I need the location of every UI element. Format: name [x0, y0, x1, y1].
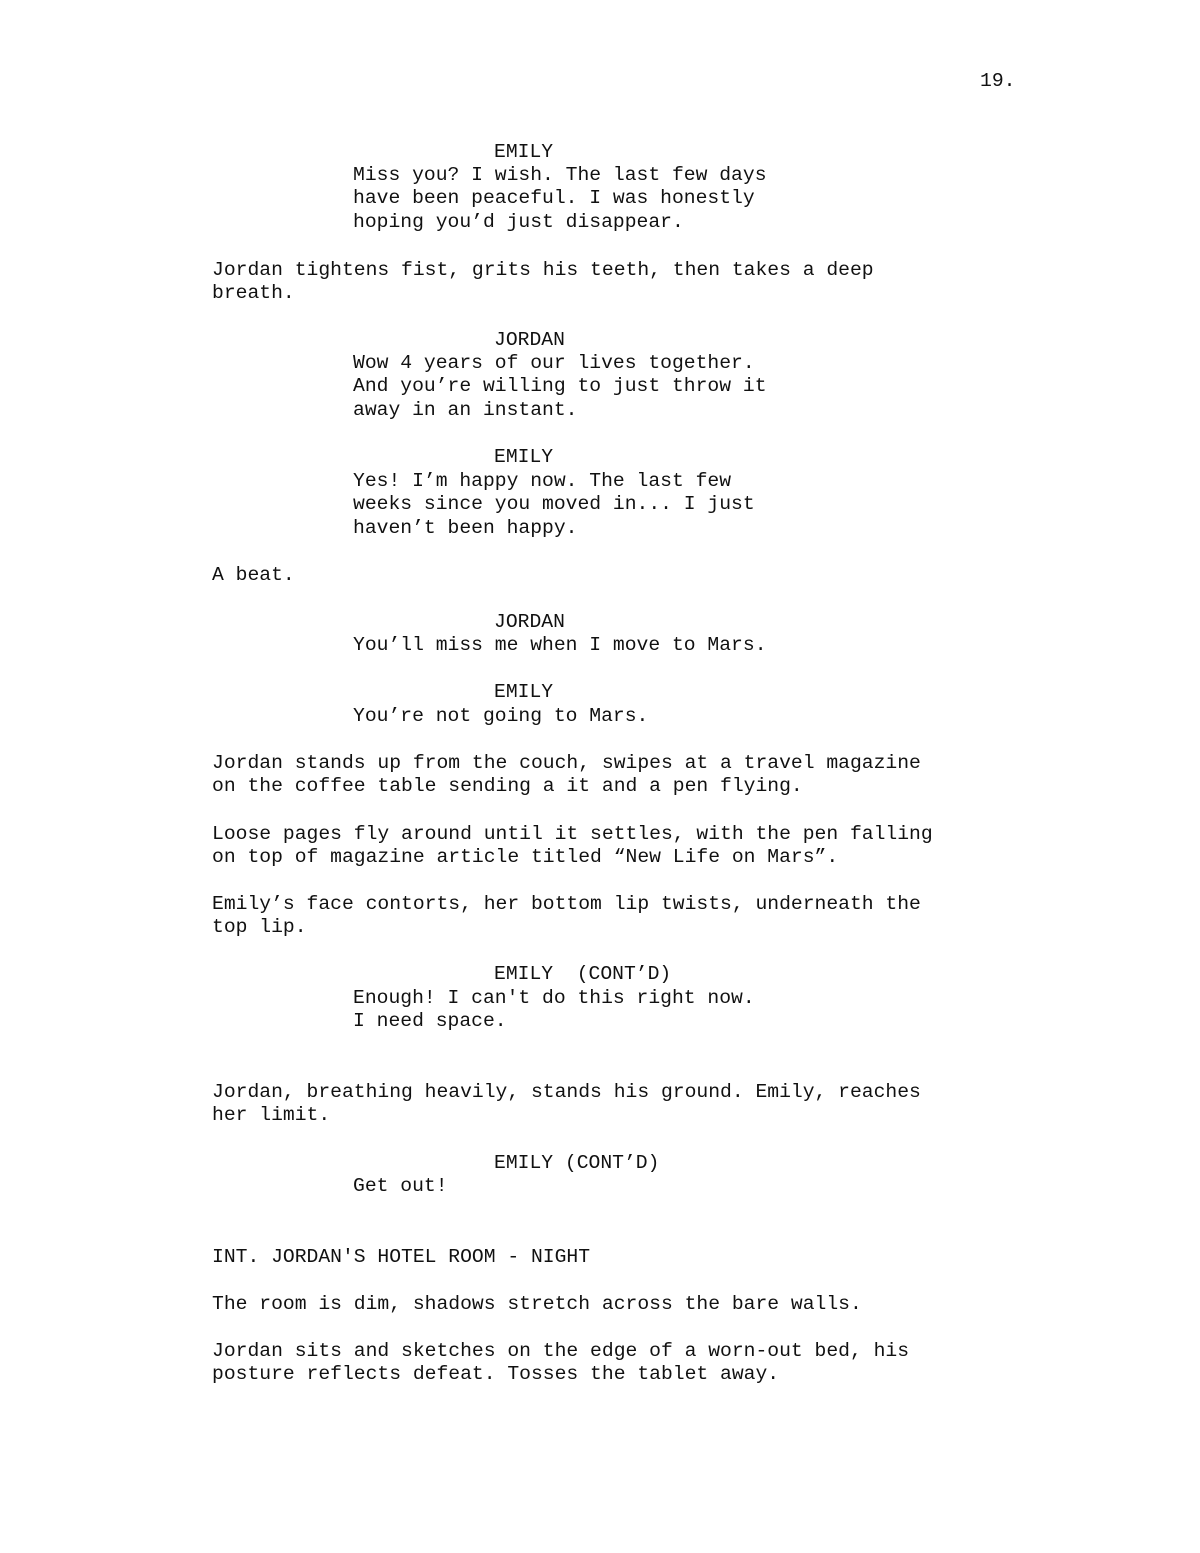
character-line: EMILY — [494, 446, 554, 468]
scene-heading-line: INT. JORDAN'S HOTEL ROOM - NIGHT — [212, 1246, 591, 1268]
action-line: her limit. — [212, 1104, 331, 1127]
action-line: posture reflects defeat. Tosses the tablet away. — [212, 1363, 780, 1386]
dialogue-line: Wow 4 years of our lives together. — [353, 352, 755, 374]
action-line: A beat. — [212, 564, 295, 586]
action-line: on top of magazine article titled “New Life on Mars”. — [212, 846, 839, 869]
dialogue-line: hoping you’d just disappear. — [353, 210, 684, 233]
dialogue-line: I need space. — [353, 1010, 507, 1033]
action-line: Loose pages fly around until it settles, with the pen falling — [212, 823, 933, 845]
character-line: EMILY — [494, 681, 554, 703]
dialogue-line: And you’re willing to just throw it — [353, 375, 767, 398]
character-line: JORDAN — [494, 611, 565, 633]
character-line: EMILY — [494, 141, 554, 163]
action-line: The room is dim, shadows stretch across the bare walls. — [212, 1293, 862, 1315]
dialogue-line: You’re not going to Mars. — [353, 705, 649, 727]
dialogue-line: have been peaceful. I was honestly — [353, 187, 755, 210]
action-line: Jordan tightens fist, grits his teeth, then takes a deep — [212, 259, 874, 281]
action-line: Jordan, breathing heavily, stands his ground. Emily, reaches — [212, 1081, 921, 1103]
character-line: EMILY (CONT’D) — [494, 1152, 660, 1174]
character-line: EMILY (CONT’D) — [494, 963, 672, 985]
dialogue-line: Miss you? I wish. The last few days — [353, 164, 767, 186]
action-line: breath. — [212, 282, 295, 305]
dialogue-line: Get out! — [353, 1175, 448, 1197]
action-line: Jordan stands up from the couch, swipes at a travel magazine — [212, 752, 921, 774]
character-line: JORDAN — [494, 329, 565, 351]
page-number: 19. — [980, 70, 1016, 92]
action-line: Jordan sits and sketches on the edge of a worn-out bed, his — [212, 1340, 910, 1362]
action-line: top lip. — [212, 916, 307, 939]
dialogue-line: away in an instant. — [353, 398, 578, 421]
dialogue-line: Enough! I can't do this right now. — [353, 987, 755, 1009]
dialogue-line: Yes! I’m happy now. The last few — [353, 470, 732, 492]
dialogue-line: You’ll miss me when I move to Mars. — [353, 634, 767, 656]
action-line: on the coffee table sending a it and a pen flying. — [212, 775, 803, 798]
dialogue-line: weeks since you moved in... I just — [353, 493, 755, 516]
dialogue-line: haven’t been happy. — [353, 516, 578, 539]
action-line: Emily’s face contorts, her bottom lip twists, underneath the — [212, 893, 921, 915]
